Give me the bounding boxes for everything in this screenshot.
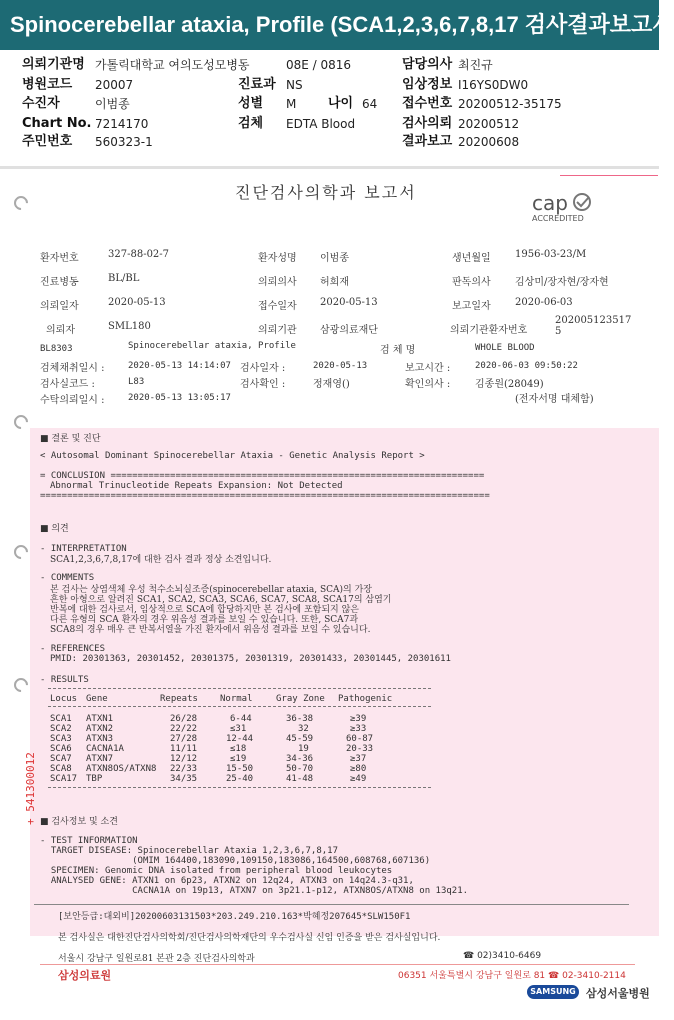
- specimen-test-name: Spinocerebellar ataxia, Profile: [128, 341, 296, 351]
- label-sex: 성별: [238, 96, 264, 111]
- col-normal: Normal: [220, 694, 253, 704]
- value-resident-no: 560323-1: [95, 135, 153, 149]
- value-specimen-name: WHOLE BLOOD: [475, 343, 535, 353]
- hospital-name: 삼성서울병원: [586, 987, 650, 1000]
- conclusion-header: = CONCLUSION =====================================================================: [40, 471, 485, 481]
- value-report-date2: 2020-06-03: [515, 297, 573, 308]
- label-patient-name: 환자성명: [258, 253, 297, 264]
- label-institution-patient-no: 의뢰기관환자번호: [450, 325, 528, 336]
- label-specimen: 검체: [238, 116, 264, 131]
- value-institution-patient-no: 202005123517: [555, 315, 632, 326]
- label-clinic-ward: 진료병동: [40, 277, 79, 288]
- info-line: SPECIMEN: Genomic DNA isolated from peripheral blood leukocytes: [40, 866, 393, 876]
- value-requesting-doctor: 허희재: [320, 277, 349, 288]
- value-sex: M: [286, 97, 297, 111]
- label-report-date: 결과보고: [402, 134, 453, 149]
- comments-line: 본 검사는 상염색체 우성 척수소뇌실조증(spinocerebellar ataxia, SCA)의 가장: [50, 585, 372, 595]
- label-specimen-name: 검 체 명: [380, 345, 416, 356]
- report-title: Spinocerebellar ataxia, Profile (SCA1,2,3,6,7,8,17 검사결과보고서: [0, 0, 659, 50]
- header-info: [0, 50, 659, 164]
- value-requester: SML180: [108, 321, 151, 332]
- value-receipt-datetime: 2020-05-13 13:05:17: [128, 393, 231, 403]
- value-age: 64: [362, 97, 378, 111]
- table-row: SCA8 ATXN8OS/ATXN8 22/33 15-50 50-70 ≥80: [50, 764, 367, 774]
- value-test-date: 2020-05-13: [313, 361, 368, 371]
- info-line: - TEST INFORMATION: [40, 836, 138, 846]
- value-doctor: 최진규: [458, 58, 493, 72]
- label-birthdate: 생년월일: [452, 253, 491, 264]
- red-rule: [560, 175, 658, 176]
- value-accession: 20200512-35175: [458, 97, 562, 111]
- value-hospital-code: 20007: [95, 78, 134, 92]
- value-lab-code: L83: [128, 377, 145, 387]
- value-clinical-info: I16YS0DW0: [458, 78, 529, 92]
- col-repeats: Repeats: [160, 694, 198, 704]
- value-institution-patient-no-cont: 5: [555, 326, 562, 337]
- label-patient-no: 환자번호: [40, 253, 79, 264]
- table-row: SCA2 ATXN2 22/22 ≤31 32 ≥33: [50, 724, 367, 734]
- footer-institution: 삼성의료원: [58, 969, 112, 982]
- label-patient: 수진자: [22, 96, 60, 111]
- table-row: SCA1 ATXN1 26/28 6-44 36-38 ≥39: [50, 714, 367, 724]
- col-locus: Locus: [50, 694, 78, 704]
- value-request-date2: 2020-05-13: [108, 297, 166, 308]
- esign-note: (전자서명 대체함): [515, 394, 594, 405]
- info-line: (OMIM 164400,183090,109150,183086,164500,608768,607136): [40, 856, 431, 866]
- label-collection-time: 검체채취일시 :: [40, 363, 105, 374]
- col-grayzone: Gray Zone: [276, 694, 325, 704]
- value-reading-doctor: 김상미/장자현/장자현: [515, 277, 609, 288]
- value-confirm-doctor: 김종원(28049): [475, 379, 544, 390]
- info-line: TARGET DISEASE: Spinocerebellar Ataxia 1,2,3,6,7,8,17: [40, 846, 339, 856]
- value-collection-time: 2020-05-13 14:14:07: [128, 361, 231, 371]
- results-top-rule: [48, 688, 431, 689]
- document-title: 진단검사의학과 보고서: [235, 183, 417, 202]
- label-hospital-code: 병원코드: [22, 77, 73, 92]
- label-test-confirm: 검사확인 :: [240, 379, 286, 390]
- value-clinic-ward: BL/BL: [108, 273, 140, 284]
- comments-line: 반복에 대한 검사로서, 임상적으로 SCA에 합당하지만 본 검사에 포함되지 않은: [50, 605, 359, 615]
- value-birthdate: 1956-03-23/M: [515, 249, 587, 260]
- table-row: SCA6 CACNA1A 11/11 ≤18 19 20-33: [50, 744, 374, 754]
- value-request-date: 20200512: [458, 117, 520, 131]
- references-header: - REFERENCES: [40, 644, 106, 654]
- label-resident-no: 주민번호: [22, 134, 73, 149]
- interpretation-text: SCA1,2,3,6,7,8,17에 대한 검사 결과 정상 소견입니다.: [50, 555, 272, 565]
- col-pathogenic: Pathogenic: [338, 694, 393, 704]
- side-barcode-number: + 541300012: [24, 752, 37, 825]
- samsung-logo: SAMSUNG: [527, 985, 579, 999]
- section-opinion: ■ 의견: [40, 524, 69, 534]
- comments-header: - COMMENTS: [40, 573, 95, 583]
- table-row: SCA3 ATXN3 27/28 12-44 45-59 60-87: [50, 734, 374, 744]
- results-column-headers: [50, 694, 470, 705]
- label-clinical-info: 임상정보: [402, 77, 453, 92]
- interpretation-header: - INTERPRETATION: [40, 544, 127, 554]
- value-specimen: EDTA Blood: [286, 117, 356, 131]
- label-chart-no: Chart No.: [22, 116, 92, 131]
- label-receipt-date: 접수일자: [258, 301, 297, 312]
- divider: [34, 904, 629, 905]
- analysis-title: < Autosomal Dominant Spinocerebellar Ataxia - Genetic Analysis Report >: [40, 451, 425, 461]
- label-reading-doctor: 판독의사: [452, 277, 491, 288]
- table-row: SCA17 TBP 34/35 25-40 41-48 ≥49: [50, 774, 367, 784]
- label-receipt-datetime: 수탁의뢰일시 :: [40, 395, 105, 406]
- results-header-rule: [48, 706, 431, 707]
- references-text: PMID: 20301363, 20301452, 20301375, 20301319, 20301433, 20301445, 20301611: [50, 654, 451, 664]
- col-gene: Gene: [86, 694, 108, 704]
- label-report-time: 보고시간 :: [405, 363, 451, 374]
- label-lab-code: 검사실코드 :: [40, 379, 95, 390]
- cap-logo-subtext: ACCREDITED: [532, 214, 584, 223]
- value-institution: 가톨릭대학교 여의도성모병동: [95, 58, 250, 72]
- value-patient-no: 327-88-02-7: [108, 249, 170, 260]
- results-bottom-rule: [48, 787, 431, 788]
- cap-accredited-logo: [530, 190, 620, 224]
- info-line: ANALYSED GENE: ATXN1 on 6p23, ATXN2 on 12q24, ATXN3 on 14q24.3-q31,: [40, 876, 414, 886]
- cap-logo-text: cap: [532, 191, 568, 215]
- section-test-info: ■ 검사정보 및 소견: [40, 817, 118, 827]
- label-institution: 의뢰기관명: [22, 57, 85, 72]
- label-request-date: 검사의뢰: [402, 116, 453, 131]
- label-confirm-doctor: 확인의사 :: [405, 379, 451, 390]
- label-accession: 접수번호: [402, 96, 453, 111]
- lab-phone: ☎ 02)3410-6469: [463, 951, 542, 961]
- label-report-date2: 보고일자: [452, 301, 491, 312]
- value-patient: 이범종: [95, 97, 130, 111]
- value-test-confirm: 정재영(): [313, 379, 350, 390]
- value-report-time: 2020-06-03 09:50:22: [475, 361, 578, 371]
- comments-line: 흔한 아형으로 알려진 SCA1, SCA2, SCA3, SCA6, SCA7, SCA8, SCA17의 삼염기: [50, 595, 392, 605]
- label-requesting-institution: 의뢰기관: [258, 325, 297, 336]
- header-separator: [0, 166, 659, 169]
- section-conclusion: ■ 결론 및 진단: [40, 434, 101, 444]
- footer-address: 06351 서울특별시 강남구 일원로 81 ☎ 02-3410-2114: [398, 971, 626, 981]
- value-ward: 08E / 0816: [286, 58, 352, 72]
- value-requesting-institution: 삼광의료재단: [320, 325, 378, 336]
- security-line: [보안등급:대외비]20200603131503*203.249.210.163*박혜정207645*SLW150F1: [58, 912, 411, 922]
- label-requesting-doctor: 의뢰의사: [258, 277, 297, 288]
- label-test-date: 검사일자 :: [240, 363, 286, 374]
- info-line: CACNA1A on 19p13, ATXN7 on 3p21.1-p12, ATXN8OS/ATXN8 on 13q21.: [40, 886, 469, 896]
- table-row: SCA7 ATXN7 12/12 ≤19 34-36 ≥37: [50, 754, 367, 764]
- value-receipt-date: 2020-05-13: [320, 297, 378, 308]
- comments-line: SCA8의 경우 매우 큰 반복서열을 가진 환자에서 위음성 결과를 보일 수 있습니다.: [50, 625, 371, 635]
- comments-line: 다른 유형의 SCA 환자의 경우 위음성 결과를 보일 수 있습니다. 또한, SCA7과: [50, 615, 359, 625]
- label-department: 진료과: [238, 77, 276, 92]
- label-age: 나이: [328, 96, 354, 111]
- conclusion-text: Abnormal Trinucleotide Repeats Expansion: Not Detected: [50, 481, 343, 491]
- label-request-date2: 의뢰일자: [40, 301, 79, 312]
- specimen-code: BL8303: [40, 344, 73, 354]
- label-requester: 의뢰자: [46, 325, 75, 336]
- value-chart-no: 7214170: [95, 117, 149, 131]
- footer-rule: [40, 964, 635, 965]
- lab-address: 서울시 강남구 일원로81 본관 2층 진단검사의학과: [58, 954, 255, 964]
- value-patient-name: 이범종: [320, 253, 349, 264]
- results-header: - RESULTS: [40, 675, 89, 685]
- certification-line: 본 검사실은 대한진단검사의학회/진단검사의학재단의 우수검사실 신임 인증을 받은 검사실입니다.: [58, 933, 441, 943]
- value-department: NS: [286, 78, 303, 92]
- value-report-date: 20200608: [458, 135, 520, 149]
- conclusion-rule: ===================================================================================: [40, 491, 490, 501]
- label-doctor: 담당의사: [402, 57, 453, 72]
